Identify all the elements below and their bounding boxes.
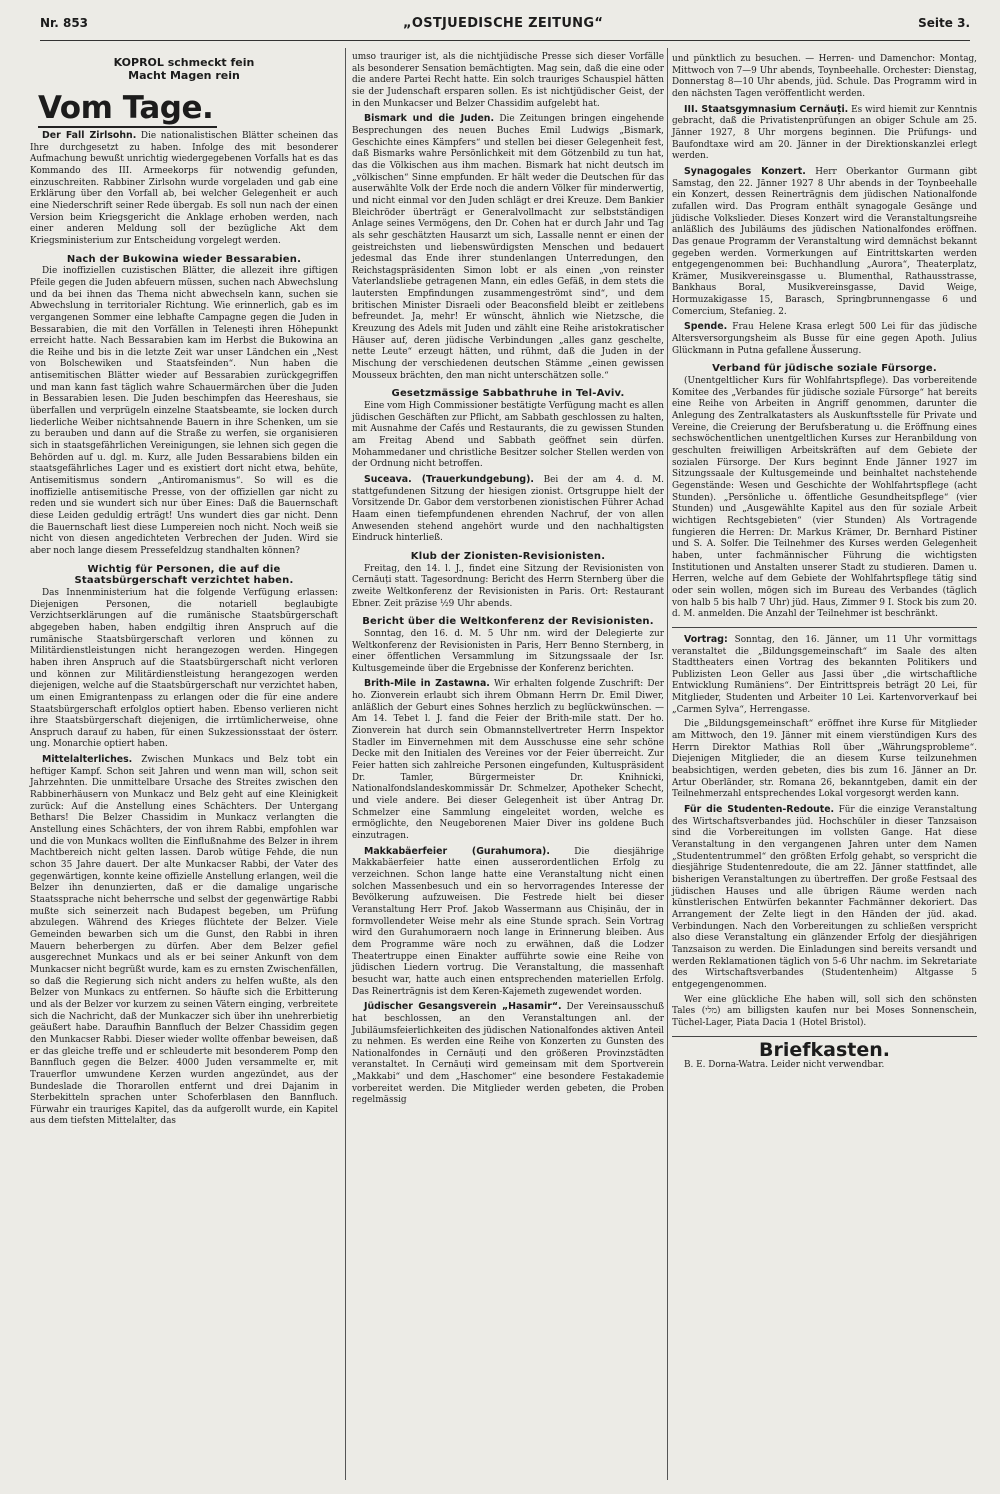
article [352,1001,664,1107]
article-lead: Suceava. (Trauerkundgebung). [364,473,534,485]
article-text: (Unentgeltlicher Kurs für Wohlfahrtspflege). Das vorbereitende Komitee des „Verbandes für jüdische soziale Fürsorge“ hat bereits eine Reihe von Arbeiten in Angriff genommen, darunter die Anlegung des Zentralkatasters als Auskunftsstelle für Private und Vereine, die Creierung der Berufsberatung u. die Eröffnung eines sechswöchentlichen unentgeltlichen Kurses zur Heranbildung von geschulten freiwilligen Arbeitskräften auf dem Gebiete der sozialen Fürsorge. Der Kurs beginnt Ende Jänner 1927 im Sitzungssaale der Kultusgemeinde und beinhaltet nachstehende Gegenstände: Wesen und Geschichte der Wohlfahrtspflege (acht Stunden). „Persönliche u. öffentliche Gesundheitspflege“ (vier Stunden) und „Ausgewählte Kapitel aus den für soziale Arbeit wichtigen Rechtsgebieten“ (vier Stunden) Als Vortragende fungieren die Herren: Dr. Markus Krämer, Dr. Bernhard Pistiner und S. A. Solfer. Die Teilnehmer des Kurses werden Gelegenheit haben, unter fachmännischer Führung die wichtigsten Institutionen und Anstalten unserer Stadt zu studieren. Damen u. Herren, welche auf dem Gebiete der Wohlfahrtspflege tätig sind oder sein wollen, mögen sich im Bureau des Verbandes (täglich von halb 5 bis halb 7 Uhr) jüd. Haus, Zimmer 9 I. Stock bis zum 20. d. M. anmelden. Die Anzahl der Teilnehmer ist beschränkt. [672,376,977,620]
section-title: Vom Tage. [38,90,217,128]
article-lead: Jüdischer Gesangsverein „Hasamir“. [364,1001,562,1013]
article-heading: Klub der Zionisten-Revisionisten. [410,550,606,562]
ad-line: Macht Magen rein [128,69,240,82]
article-lead: Spende. [684,321,728,333]
article-text: Wer eine glückliche Ehe haben will, soll sich den schönsten Tales (מלי) am billigsten kaufen nur bei Moses Sonnenschein, Tüchel-Lager, Piata Dacia 1 (Hotel Bristol). [672,994,977,1028]
article-text: Sonntag, den 16. d. M. 5 Uhr nm. wird der Delegierte zur Weltkonferenz der Revisionisten in Paris, Herr Benno Sternberg, in einer öffentlichen Versammlung im Sitzungssaale der Isr. Kultusgemeinde über die Ergebnisse der Konferenz berichten. [352,628,664,674]
article-lead: Brith-Mile in Zastawna. [364,678,490,690]
article-lead: III. Staatsgymnasium Cernăuți. [684,103,849,115]
article-text: Das Innenministerium hat die folgende Verfügung erlassen: Diejenigen Personen, die notariell beglaubigte Verzichtserklärungen auf die rumänische Staatsbürgerschaft abgegeben haben, haben endgiltig ihren Anspruch auf die rumänische Staatsbürgerschaft verloren und können zu Militärdienstleistungen nicht herangezogen werden. Hingegen haben ihren Anspruch auf die Staatsbürgerschaft nicht verloren und können zur Militärdienstleistung herangezogen werden diejenigen, welche auf die Staatsbürgerschaft nur verzichtet haben, um einen Emigrantenpass zu erlangen oder die für eine andere Staatsbürgerschaft erfolglos optiert haben. Ebenso verlieren nicht ihre Staatsbürgerschaft diejenigen, die irrtümlicherweise, ohne Anspruch darauf zu haben, für einen Sukzessionsstaat der österr. ung. Monarchie optiert haben. [30,587,338,750]
article-text: Eine vom High Commissioner bestätigte Verfügung macht es allen jüdischen Geschäften zur Pflicht, am Sabbath geschlossen zu halten, mit Ausnahme der Cafés und Restaurants, die zu gewissen Stunden am Freitag Abend und Sabbath geöffnet sein dürfen. Mohammedaner und christliche Besitzer solcher Stellen werden von der Ordnung nicht betroffen. [352,401,664,470]
article-lead: Mittelalterliches. [42,754,133,766]
article-lead: Bismark und die Juden. [364,113,495,125]
article-text: Frau Helene Krasa erlegt 500 Lei für das jüdische Altersversorgungsheim als Busse für eine gegen Apoth. Julius Glückmann in Putna gefallene Äusserung. [672,322,977,356]
article-heading: Verband für jüdische soziale Fürsorge. [712,363,937,375]
article-text: Die nationalistischen Blätter scheinen das Ihre durchgesetzt zu haben. Infolge des mit besonderer Aufmachung bewußt unrichtig wiedergegebenen Vorfalls hat es das Kommando des III. Armeekorps für notwendig gefunden, einzuschreiten. Rabbiner Zirlsohn wurde vorgeladen und gab eine Erklärung über den Vorfall ab, bei welcher Gelegenheit er auch eine Niederschrift seiner Rede übergab. Es soll nun nach der einen Version beim Kriegsgericht die Anklage erhoben werden, nach einer anderen Meldung soll der bezügliche Akt dem Kriegsministerium zur Entscheidung vorgelegt werden. [30,131,339,246]
article-text: Die inoffiziellen cuzistischen Blätter, die allezeit ihre giftigen Pfeile gegen die Juden abfeuern müssen, suchen nach Abwechslung und da bei ihnen das Thema nicht abwechseln kann, suchen sie Abwechslung in territorialer Richtung. Wie erinnerlich, gab es im vergangenen Sommer eine lebhafte Campagne gegen die Juden in Bessarabien, die mit den Vorfällen in Telenești ihren Höhepunkt erreicht hatte. Nach Bessarabien kam im Herbst die Bukowina an die Reihe und bis in die letzte Zeit war unser Ländchen ein „Nest von Bolschewiken und Staatsfeinden“. Nun haben die antisemitischen Blätter wieder auf Bessarabien zurückgegriffen und man kann fast täglich wahre Schauermärchen über die Juden in Bessarabien lesen. Die Juden beschimpfen das Heereshaus, sie überfallen und verprügeln einzelne Staatsbeamte, sie locken durch liederliche Weiber nichtsahnende Bauern in ihre Schenken, um sie zu berauben und dann auf die Straße zu werfen, sie organisieren sich in staatsgefährlichen Vereinigungen, sie lehnen sich gegen die Behörden auf u. dgl. m. Kurz, alle Juden Bessarabiens bilden ein staatsgefährliches Lager und es existiert dort nicht etwa, behüte, Antisemitismus sondern „Antiromanismus“. So will es die inoffizielle antisemitische Presse, von der offiziellen gar nicht zu reden und sie wundert sich nur über Eines: Daß die Bauernschaft diese Leiden geduldig erträgt! Uns wundert dies gar nicht. Denn die Bauernschaft liest diese Lumpereien noch nicht. Noch weiß sie nicht von diesen angedichteten Verbrechen der Juden. Wird sie aber noch lange diesem Pressefeldzug standhalten können? [30,266,338,556]
article [672,634,977,717]
article-lead: Für die Studenten-Redoute. [684,804,835,816]
article [30,130,338,248]
briefkasten-title: Briefkasten. [759,1038,890,1061]
page-header [40,16,970,41]
article-text: Die diesjährige Makkabäerfeier hatte einen ausserordentlichen Erfolg zu verzeichnen. Schon lange hatte eine Veranstaltung nicht einen solchen Massenbesuch und ein so hervorragendes Interesse der Bevölkerung aufzuweisen. Die Festrede hielt bei dieser Veranstaltung Herr Prof. Jakob Wassermann aus Chișinău, der in formvollendeter Weise mehr als eine Stunde sprach. Sein Vortrag wird den Gurahumoraern noch lange in Erinnerung bleiben. Aus dem Programme wäre noch zu erwähnen, daß die Lodzer Theatertruppe einen Einakter aufführte sowie eine Reihe von jüdischen Liedern vortrug. Die Veranstaltung, die massenhaft besucht war, hatte auch einen entsprechenden materiellen Erfolg. Das Reinerträgnis ist dem Keren-Kajemeth zugewendet worden. [352,846,664,997]
article-text: Der Vereinsausschuß hat beschlossen, an den Veranstaltungen anl. der Jubiläumsfeierlichkeiten des jüdischen Nationalfondes aktiven Anteil zu nehmen. Es werden eine Reihe von Konzerten zu Gunsten des Nationalfondes in Cernăuți und den größeren Provinzstädten veranstaltet. In Cernăuți wird gemeinsam mit dem Sportverein „Makkabi“ und dem „Haschomer“ eine besondere Festakademie vorbereitet werden. Die Mitglieder werden gebeten, die Proben regelmässig [352,1002,665,1106]
briefkasten-text: B. E. Dorna-Watra. Leider nicht verwendbar. [684,1060,885,1071]
article-text: Die Zeitungen bringen eingehende Besprechungen des neuen Buches Emil Ludwigs „Bismark, Geschichte eines Kämpfers“ und stellen bei dieser Gelegenheit fest, daß Bismarks wahre Persönlichkeit mit dem Götzenbild zu tun hat, das die Völkischen aus ihm machen. Bismark hat nicht deutsch im „völkischen“ Sinne empfunden. Er hält weder die Deutschen für das auserwählte Volk der Erde noch die andern Völker für minderwertig, und nicht einmal vor den Juden schlägt er drei Kreuze. Dem Bankier Bleichröder überträgt er Generalvollmacht zur selbstständigen Anlage seines Vermögens, den Dr. Cohen hat er durch Jahr und Tag als sehr geschätzten Hausarzt um sich, Lassalle nennt er einen der geistreichsten und liebenswürdigsten Menschen und bedauert jedesmal das Ende ihrer stundenlangen Unterredungen, den Reichstagspräsidenten Simon lobt er als einen „von reinster Vaterlandsliebe getragenen Mann, ein edles Gefäß, in dem stets die lautersten Empfindungen zusammengeströmt sind“, und dem britischen Minister Disraeli oder Beaconsfield bleibt er zeitlebens befreundet. Ja, mehr! Er wünscht, ähnlich wie Nietzsche, die Kreuzung des Adels mit Juden und zählt eine Reihe aristokratischer Häuser auf, deren jüdische Verbindungen „alles ganz geschelte, nette Leute“ erzeugt hätten, und rühmt, daß die Juden in der Mischung der verschiedenen deutschen Stämme „einen gewissen Mousseux brächten, den man nicht unterschätzen solle.“ [352,114,664,381]
column-divider [667,48,668,1480]
article-text: Wir erhalten folgende Zuschrift: Der ho. Zionverein erlaubt sich ihrem Obmann Herrn Dr. Emil Diwer, anläßlich der Geburt eines Sohnes herzlich zu beglückwünschen. — Am 14. Tebet l. J. fand die Feier der Brith-mile statt. Der ho. Zionverein hat durch sein Obmannstellvertreter Herrn Inspektor Stadler im Einvernehmen mit dem Ausschusse eine sehr schöne Decke mit den Initialen des Vereines vor der Feier überreicht. Zur Feier hatten sich zahlreiche Personen eingefunden, Kultuspräsident Dr. Tamler, Bürgermeister Dr. Knihnicki, Nationalfondslandeskommissär Dr. Schmelzer, Apotheker Schecht, und viele andere. Bei dieser Gelegenheit ist über Antrag Dr. Schmelzer eine Sammlung eingeleitet worden, welche es ermöglichte, den Neugeborenen Maier Diver ins goldene Buch einzutragen. [352,679,664,841]
page-number: Seite 3. [918,16,970,30]
article [352,678,664,842]
column-3 [672,54,977,1075]
article [352,113,664,382]
article-lead: Makkabäerfeier (Gurahumora). [364,845,550,857]
article-text: Es wird hiemit zur Kenntnis gebracht, daß die Privatistenprüfungen an obiger Schule am 25. Jänner 1927, 8 Uhr morgens beginnen. Die Prüfungs- und Baufondtaxe wird am 20. Jänner in der Direktionskanzlei erlegt werden. [672,104,977,162]
article [352,474,664,545]
article-text: Freitag, den 14. l. J., findet eine Sitzung der Revisionisten von Cernăuți statt. Tagesordnung: Bericht des Herrn Sternberg über die zweite Weltkonferenz der Revisionisten in Paris. Ort: Restaurant Ebner. Zeit präzise ½9 Uhr abends. [352,563,664,609]
article-text: Zwischen Munkacs und Belz tobt ein heftiger Kampf. Schon seit Jahren und wenn man will, schon seit Jahrzehnten. Die unmittelbare Ursache des Streites zwischen den Rabbinerhäusern von Munkacz und Belz geht auf eine Kleinigkeit zurück: Auf die Anstellung eines Schächters. Der Untergang Bethars! Die Belzer Chassidim in Munkacz verlangten die Anstellung eines Schächters, der von ihrem Rabbi, empfohlen war und die von Munkacs wollten die Einflußnahme des Belzer in ihrem Machtbereich nicht gelten lassen. Darob wütige Fehde, die nun schon 35 Jahre dauert. Der alte Munkacser Rabbi, der Vater des gegenwärtigen, konnte keine offizielle Anstellung erlangen, weil die Belzer ihn denunzierten, daß er die damalige ungarische Staatssprache nicht beherrsche und selbst der gegenwärtige Rabbi mußte sich seinerzeit nach Budapest begeben, um Prüfung abzulegen. Während des Krieges flüchtete der Belzer. Viele Gemeinden bewarben sich um die Gunst, den Rabbi in ihren Mauern beherbergen zu dürfen. Aber dem Belzer gefiel ausgerechnet Munkacs und als er bei seiner Ankunft von dem Munkacser nicht begrüßt wurde, kam es zu ernsten Zwischenfällen, so daß die Regierung sich nicht anders zu helfen wußte, als den Belzer von Munkacs zu entfernen. So häufte sich die Erbitterung und als der Belzer vor kurzem zu seinen Vätern einging, verbreitete sich die Nachricht, daß der Munkaczer sich über ihn unehrerbietig geäußert habe. Daraufhin Bannfluch der Belzer Chassidim gegen den Munkacser Rabbi. Dieser wieder wollte offenbar beweisen, daß er das gleiche treffe und er schleuderte mit besonderem Pomp den Bannfluch gegen die Belzer. 4000 Juden versammelte er, mit Trauerflor umwundene Kerzen wurden angezündet, aus der Bundeslade die Thorarollen entfernt und drei Dajanim in Sterbekitteln sprachen unter Schoferblasen den Bannfluch. Fürwahr ein trauriges Kapitel, das da aufgerollt wurde, ein Kapitel aus dem tiefsten Mittelalter, das [30,755,338,1127]
article-text: und pünktlich zu besuchen. — Herren- und Damenchor: Montag, Mittwoch von 7—9 Uhr abends, Toynbeehalle. Orchester: Dienstag, Donnerstag 8—10 Uhr abends, jüd. Schule. Das Programm wird in den nächsten Tagen veröffentlicht werden. [672,54,977,99]
article-text: Für die einzige Veranstaltung des Wirtschaftsverbandes jüd. Hochschüler in dieser Tanzsaison sind die Vorbereitungen im vollsten Gange. Hat diese Veranstaltung in den vergangenen Jahren unter dem Namen „Studententrummel“ den größten Erfolg gehabt, so verspricht die diesjährige Studentenredoute, die am 22. Jänner stattfindet, alle bisherigen Veranstaltungen zu übertreffen. Der große Festsaal des jüdischen Hauses und alle übrigen Räume werden nach künstlerischen Entwürfen bekannter Fachmänner dekoriert. Das Arrangement der Zelte liegt in den Händen der jüd. akad. Verbindungen. Nach den Vorbereitungen zu schließen verspricht also diese Veranstaltung ein glänzender Erfolg der diesjährigen Tanzsaison zu werden. Die Einladungen sind bereits versandt und werden Reklamationen täglich von 5-6 Uhr nachm. im Sekretariate des Wirtschaftsverbandes (Studentenheim) Altgasse 5 entgegengenommen. [672,805,978,990]
article [672,166,977,319]
article [672,804,977,992]
column-divider [345,48,346,1480]
article-heading: Gesetzmässige Sabbathruhe in Tel-Aviv. [391,388,625,400]
article [672,104,977,163]
newspaper-title: „OSTJUEDISCHE ZEITUNG“ [403,16,604,31]
article-text: Sonntag, den 16. Jänner, um 11 Uhr vormittags veranstaltet die „Bildungsgemeinschaft“ im Saale des alten Stadttheaters einen Vortrag des bekannten Politikers und Publizisten Leon Geller aus Jassi über „die wirtschaftliche Entwicklung Rumäniens“. Der Eintrittspreis beträgt 20 Lei, für Mitglieder, Studenten und Arbeiter 10 Lei. Kartenvorverkauf bei „Carmen Sylva“, Herrengasse. [672,634,977,715]
article-lead: Synagogales Konzert. [684,165,806,177]
article [30,754,338,1128]
koprol-advertisement [30,56,338,82]
article-lead: Vortrag: [684,633,728,645]
article [672,321,977,357]
article-text: Bei der am 4. d. M. stattgefundenen Sitzung der hiesigen zionist. Ortsgruppe hielt der Vorsitzende Dr. Gabor dem verstorbenen zionistischen Führer Achad Haam einen tiefempfundenen ehrenden Nachruf, der von allen Anwesenden stehend angehört wurde und den nachhaltigsten Eindruck hinterließ. [352,474,664,544]
issue-number: Nr. 853 [40,16,89,30]
column-2 [352,52,664,1110]
article-heading: Bericht über die Weltkonferenz der Revisionisten. [362,616,654,628]
column-1 [30,52,338,1131]
article-heading: Wichtig für Personen, die auf die Staatsbürgerschaft verzichtet haben. [74,563,294,587]
article-text: umso trauriger ist, als die nichtjüdische Presse sich dieser Vorfälle als besonderer Sensation bemächtigten. Mag sein, daß die eine oder die andere Partei Recht hatte. Ein solch trauriges Schauspiel hätten sie der Judenschaft ersparen sollen. Es ist nichtjüdischer Geist, der in den Munkacser und Belzer Chassidim aufgelebt hat. [352,52,664,109]
article-heading: Nach der Bukowina wieder Bessarabien. [66,253,302,265]
divider [672,1036,977,1037]
article-lead: Der Fall Zirlsohn. [42,130,137,141]
article-text: Herr Oberkantor Gurmann gibt Samstag, den 22. Jänner 1927 8 Uhr abends in der Toynbeehalle ein Konzert, dessen Reinerträgnis dem jüdischen Nationalfonde zufallen wird. Das Program enthält synagogale Gesänge und jüdische Volkslieder. Dieses Konzert wird die Veranstaltungsreihe anläßlich des Jubiläums des jüdischen Nationalfondes eröffnen. Das genaue Programm der Veranstaltung wird demnächst bekannt gegeben werden. Vormerkungen auf Eintrittskarten werden entgegengenommen bei: Buchhandlung „Aurora“, Theaterplatz, Krämer, Musikvereinsgasse u. Blumenthal, Rathausstrasse, Bankhaus Boral, Musikvereinsgasse, David Weige, Hormuzakigasse 15, Barasch, Springbrunnengasse 6 und Comercium, Stefanieg. 2. [672,166,977,317]
ad-line: KOPROL schmeckt fein [113,56,255,69]
article-text: Die „Bildungsgemeinschaft“ eröffnet ihre Kurse für Mitglieder am Mittwoch, den 19. Jänner mit einem vierstündigen Kurs des Herrn Direktor Mathias Roll über „Währungsprobleme“. Diejenigen Mitglieder, die an diesem Kurse teilzunehmen beabsichtigen, werden gebeten, dies bis zum 16. Jänner an Dr. Artur Oberländer, str. Romana 26, bekanntgeben, damit ein der Teilnehmerzahl entsprechendes Lokal vorgesorgt werden kann. [672,719,977,800]
divider [672,627,977,628]
article [352,846,664,999]
